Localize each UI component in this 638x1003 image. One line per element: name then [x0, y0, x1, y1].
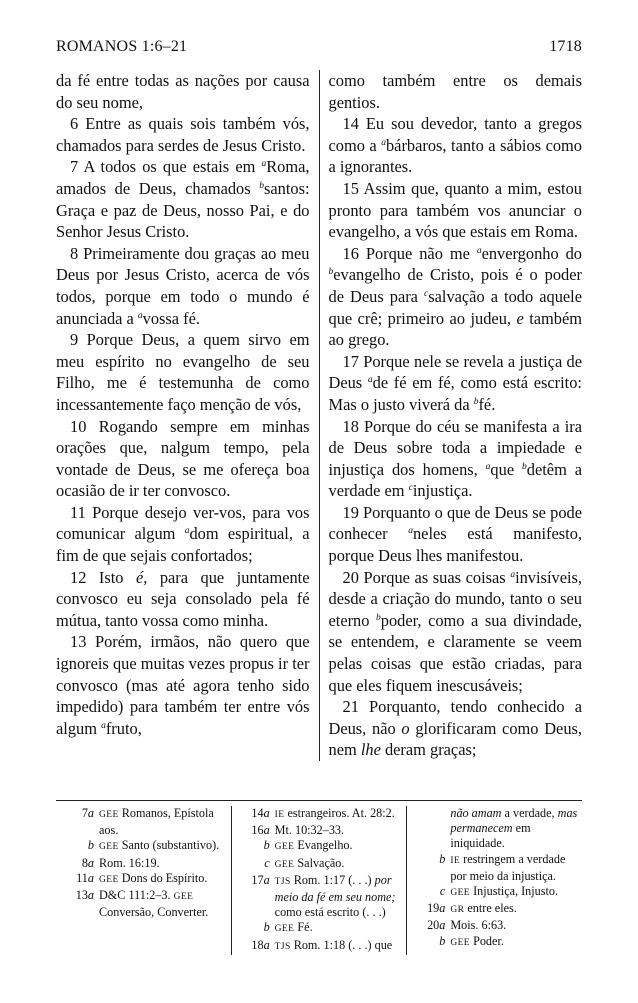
footnote-entry: [60, 871, 227, 888]
verse-paragraph: 8 Primeiramente dou graças ao meu Deus por Jesus Cristo, acerca de vós todos, porque em todo o mundo é anunciada a $^a$vossa fé.: [56, 243, 310, 328]
page-header: [56, 38, 582, 56]
footnote-ref: 16a: [251, 823, 270, 838]
verse-paragraph: 15 Assim que, quanto a mim, estou pronto para também vos anunciar o evangelho, a vós que estais em Roma.: [328, 178, 582, 242]
footnote-ref: c: [264, 855, 270, 870]
text-columns: [56, 70, 582, 761]
footnote-text: GEE Fé.: [274, 920, 313, 935]
footnote-entry: [411, 918, 578, 933]
footnote-entry: [60, 888, 227, 920]
verse-paragraph: 21 Porquanto, tendo conhecido a Deus, não o glorificaram como Deus, nem lhe deram graças;: [328, 697, 582, 760]
footnote-entry: [236, 806, 403, 823]
footnote-text: IE restringem a verdade por meio da injustiça.: [450, 851, 566, 883]
footnote-ref: b: [263, 920, 270, 935]
footnote-entry: [411, 806, 578, 852]
footnote-ref: [411, 806, 450, 852]
verse-paragraph: da fé entre todas as nações por causa do seu nome,: [56, 71, 310, 112]
verse-paragraph: 6 Entre as quais sois também vós, chamados para serdes de Jesus Cristo.: [56, 114, 310, 155]
footnote-text: GEE Romanos, Epístola aos.: [99, 806, 214, 838]
footnote-ref: 20a: [427, 918, 446, 933]
footnote-ref: 7a: [81, 806, 94, 820]
verse-paragraph: 19 Porquanto o que de Deus se pode conhecer $^a$neles está manifesto, porque Deus lhes manifestou.: [328, 502, 582, 566]
verse-paragraph: 9 Porque Deus, a quem sirvo em meu espírito no evangelho de seu Filho, me é testemunha de como incessantemente faço menção de vós,: [56, 330, 310, 414]
footnote-text: GEE Evangelho.: [274, 838, 353, 853]
footnote-ref: b: [439, 933, 446, 948]
verse-paragraph: 20 Porque as suas coisas $^a$invisíveis, desde a criação do mundo, tanto o seu eterno $^b$poder, como a sua divindade, se entendem, e claramente se veem pelas coisas que estão criadas, para que eles fiquem inescusáveis;: [328, 567, 582, 695]
footnote-entry: [60, 838, 227, 855]
verse-paragraph: 18 Porque do céu se manifesta a ira de Deus sobre toda a impiedade e injustiça dos homens, $^a$que $^b$detêm a verdade em $^c$injustiça.: [328, 416, 583, 501]
footnote-text: GEE Poder.: [450, 933, 504, 948]
footnote-text: Mt. 10:32–33.: [274, 823, 345, 838]
footnote-entry: [60, 856, 227, 871]
footnote-entry: [236, 856, 403, 873]
footnote-text: GEE Dons do Espírito.: [99, 870, 208, 885]
verse-paragraph: 16 Porque não me $^a$envergonho do $^b$evangelho de Cristo, pois é o poder de Deus para $^c$salvação a todo aquele que crê; primeiro ao judeu, e também ao grego.: [328, 243, 582, 350]
running-head: ROMANOS 1:6–21: [56, 38, 188, 55]
footnote-entry: [60, 806, 227, 838]
footnote-entry: [236, 823, 403, 838]
footnote-text: Mois. 6:63.: [450, 918, 507, 933]
footnote-text: TJS Rom. 1:18 (. . .) que: [274, 937, 393, 952]
verse-paragraph: 11 Porque desejo ver-vos, para vos comunicar algum $^a$dom espiritual, a fim de que sejais confortados;: [56, 502, 310, 566]
footnote-ref: 18a: [251, 937, 270, 952]
page-number: 1718: [549, 38, 582, 55]
footnote-entry: [411, 901, 578, 918]
verse-paragraph: 10 Rogando sempre em minhas orações que, nalgum tempo, pela vontade de Deus, se me ofereça boa ocasião de ir ter convosco.: [56, 416, 310, 501]
footnote-column: [406, 806, 582, 955]
footnote-entry: [236, 873, 403, 921]
footnote-ref: 8a: [81, 855, 94, 870]
footnote-ref: 19a: [427, 901, 446, 916]
footnote-ref: 13a: [75, 888, 94, 903]
footnote-column: [56, 806, 231, 955]
verse-paragraph: 12 Isto é, para que juntamente convosco eu seja consolado pela fé mútua, tanto vossa como minha.: [56, 567, 310, 630]
footnote-entry: [236, 938, 403, 955]
footnote-ref: b: [439, 851, 446, 866]
footnote-entry: [411, 934, 578, 951]
footnote-text: GR entre eles.: [450, 901, 517, 916]
footnote-ref: 11a: [76, 870, 94, 885]
footnote-text: IE estrangeiros. At. 28:2.: [274, 806, 395, 820]
footnote-entry: [411, 852, 578, 884]
footnote-ref: b: [263, 838, 270, 853]
footnote-text: GEE Santo (substantivo).: [99, 838, 220, 853]
footnote-text: D&C 111:2–3. GEE Conversão, Converter.: [99, 888, 209, 920]
footnote-entry: [411, 884, 578, 901]
footnote-text: TJS Rom. 1:17 (. . .) por meio da fé em seu nome; como está escrito (. . .): [274, 872, 396, 920]
verse-paragraph: 14 Eu sou devedor, tanto a gregos como a $^a$bárbaros, tanto a sábios como a ignorantes.: [328, 114, 582, 177]
footnote-text: não amam a verdade, mas permanecem em iniquidade.: [450, 806, 578, 851]
footnote-ref: 14a: [251, 806, 270, 820]
verse-paragraph: 7 A todos os que estais em $^a$Roma, amados de Deus, chamados $^b$santos: Graça e paz de Deus, nosso Pai, e do Senhor Jesus Cristo.: [56, 157, 310, 242]
footnote-ref: b: [87, 838, 94, 853]
footnotes: [56, 806, 582, 955]
footnote-text: GEE Salvação.: [274, 855, 345, 870]
footnote-text: Rom. 16:19.: [99, 855, 160, 870]
footnote-ref: 17a: [251, 872, 270, 887]
footnote-divider: [56, 800, 582, 801]
footnote-text: GEE Injustiça, Injusto.: [450, 884, 559, 899]
right-text-column: [319, 70, 583, 761]
footnote-entry: [236, 920, 403, 937]
verse-paragraph: 17 Porque nele se revela a justiça de Deus $^a$de fé em fé, como está escrito: Mas o justo viverá da $^b$fé.: [328, 351, 582, 414]
footnote-column: [231, 806, 407, 955]
verse-paragraph: como também entre os demais gentios.: [328, 71, 582, 112]
footnote-entry: [236, 838, 403, 855]
left-text-column: [56, 70, 319, 761]
footnote-ref: c: [439, 884, 446, 899]
verse-paragraph: 13 Porém, irmãos, não quero que ignoreis que muitas vezes propus ir ter convosco (mas até agora tenho sido impedido) para também ter entre vós algum $^a$fruto,: [56, 632, 310, 738]
